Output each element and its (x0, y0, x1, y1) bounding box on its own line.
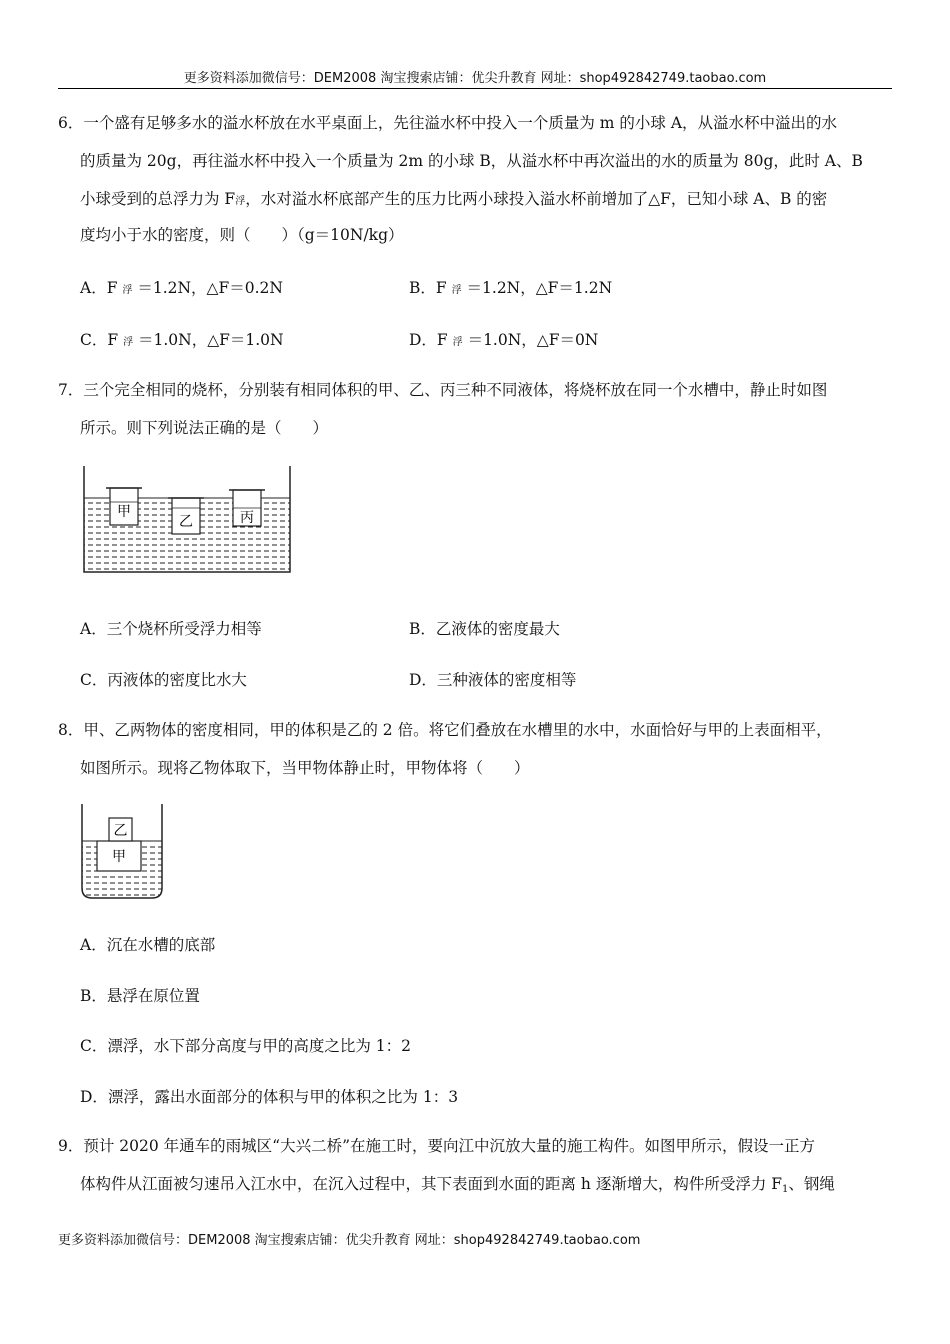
q7-line-2: 所示。则下列说法正确的是（ ） (80, 419, 329, 437)
q6-option-c: C．F 浮 ＝1.0N，△F＝1.0N (80, 331, 284, 349)
q6-option-b: B．F 浮 ＝1.2N，△F＝1.2N (409, 279, 613, 297)
q8-option-d: D．漂浮，露出水面部分的体积与甲的体积之比为 1：3 (80, 1088, 459, 1106)
q9-line-2: 体构件从江面被匀速吊入江水中，在沉入过程中，其下表面到水面的距离 h 逐渐增大，构件所受浮力 F1、钢绳 (80, 1175, 835, 1195)
page-footer: 更多资料添加微信号：DEM2008 淘宝搜索店铺：优尖升教育 网址：shop492842749.taobao.com (58, 1233, 641, 1248)
q7-label-bing: 丙 (240, 510, 254, 526)
q7-option-b: B．乙液体的密度最大 (409, 620, 560, 638)
q7-option-a: A．三个烧杯所受浮力相等 (80, 620, 262, 638)
header-divider (58, 88, 892, 89)
q8-line-2: 如图所示。现将乙物体取下，当甲物体静止时，甲物体将（ ） (80, 759, 530, 777)
q7-label-jia: 甲 (117, 504, 131, 520)
page-header: 更多资料添加微信号：DEM2008 淘宝搜索店铺：优尖升教育 网址：shop492842749.taobao.com (183, 71, 767, 86)
q8-option-b: B．悬浮在原位置 (80, 987, 200, 1005)
q7-label-yi: 乙 (179, 514, 193, 530)
q8-option-c: C．漂浮，水下部分高度与甲的高度之比为 1：2 (80, 1037, 412, 1055)
q6-line-2: 的质量为 20g，再往溢水杯中投入一个质量为 2m 的小球 B，从溢水杯中再次溢出的水的质量为 80g，此时 A、B (80, 152, 863, 170)
q8-diagram (78, 802, 168, 904)
q7-option-d: D．三种液体的密度相等 (409, 671, 577, 689)
q6-option-d: D．F 浮 ＝1.0N，△F＝0N (409, 331, 599, 349)
q6-line-1: 6．一个盛有足够多水的溢水杯放在水平桌面上，先往溢水杯中投入一个质量为 m 的小球 A，从溢水杯中溢出的水 (58, 114, 838, 132)
q6-line-4: 度均小于水的密度，则（ ）（g＝10N/kg） (80, 226, 404, 244)
q8-label-jia: 甲 (112, 849, 126, 865)
q6-line-3: 小球受到的总浮力为 F浮，水对溢水杯底部产生的压力比两小球投入溢水杯前增加了△F，已知小球 A、B 的密 (80, 190, 828, 208)
q7-line-1: 7．三个完全相同的烧杯，分别装有相同体积的甲、乙、丙三种不同液体，将烧杯放在同一个水槽中，静止时如图 (58, 381, 828, 399)
q9-line-1: 9．预计 2020 年通车的雨城区“大兴二桥”在施工时，要向江中沉放大量的施工构件。如图甲所示，假设一正方 (58, 1137, 816, 1155)
q6-option-a: A．F 浮 ＝1.2N，△F＝0.2N (80, 279, 283, 297)
q8-label-yi: 乙 (113, 823, 128, 839)
q8-line-1: 8．甲、乙两物体的密度相同，甲的体积是乙的 2 倍。将它们叠放在水槽里的水中，水面恰好与甲的上表面相平， (58, 721, 832, 739)
q7-diagram (80, 464, 295, 576)
q8-option-a: A．沉在水槽的底部 (80, 936, 216, 954)
q7-option-c: C．丙液体的密度比水大 (80, 671, 247, 689)
